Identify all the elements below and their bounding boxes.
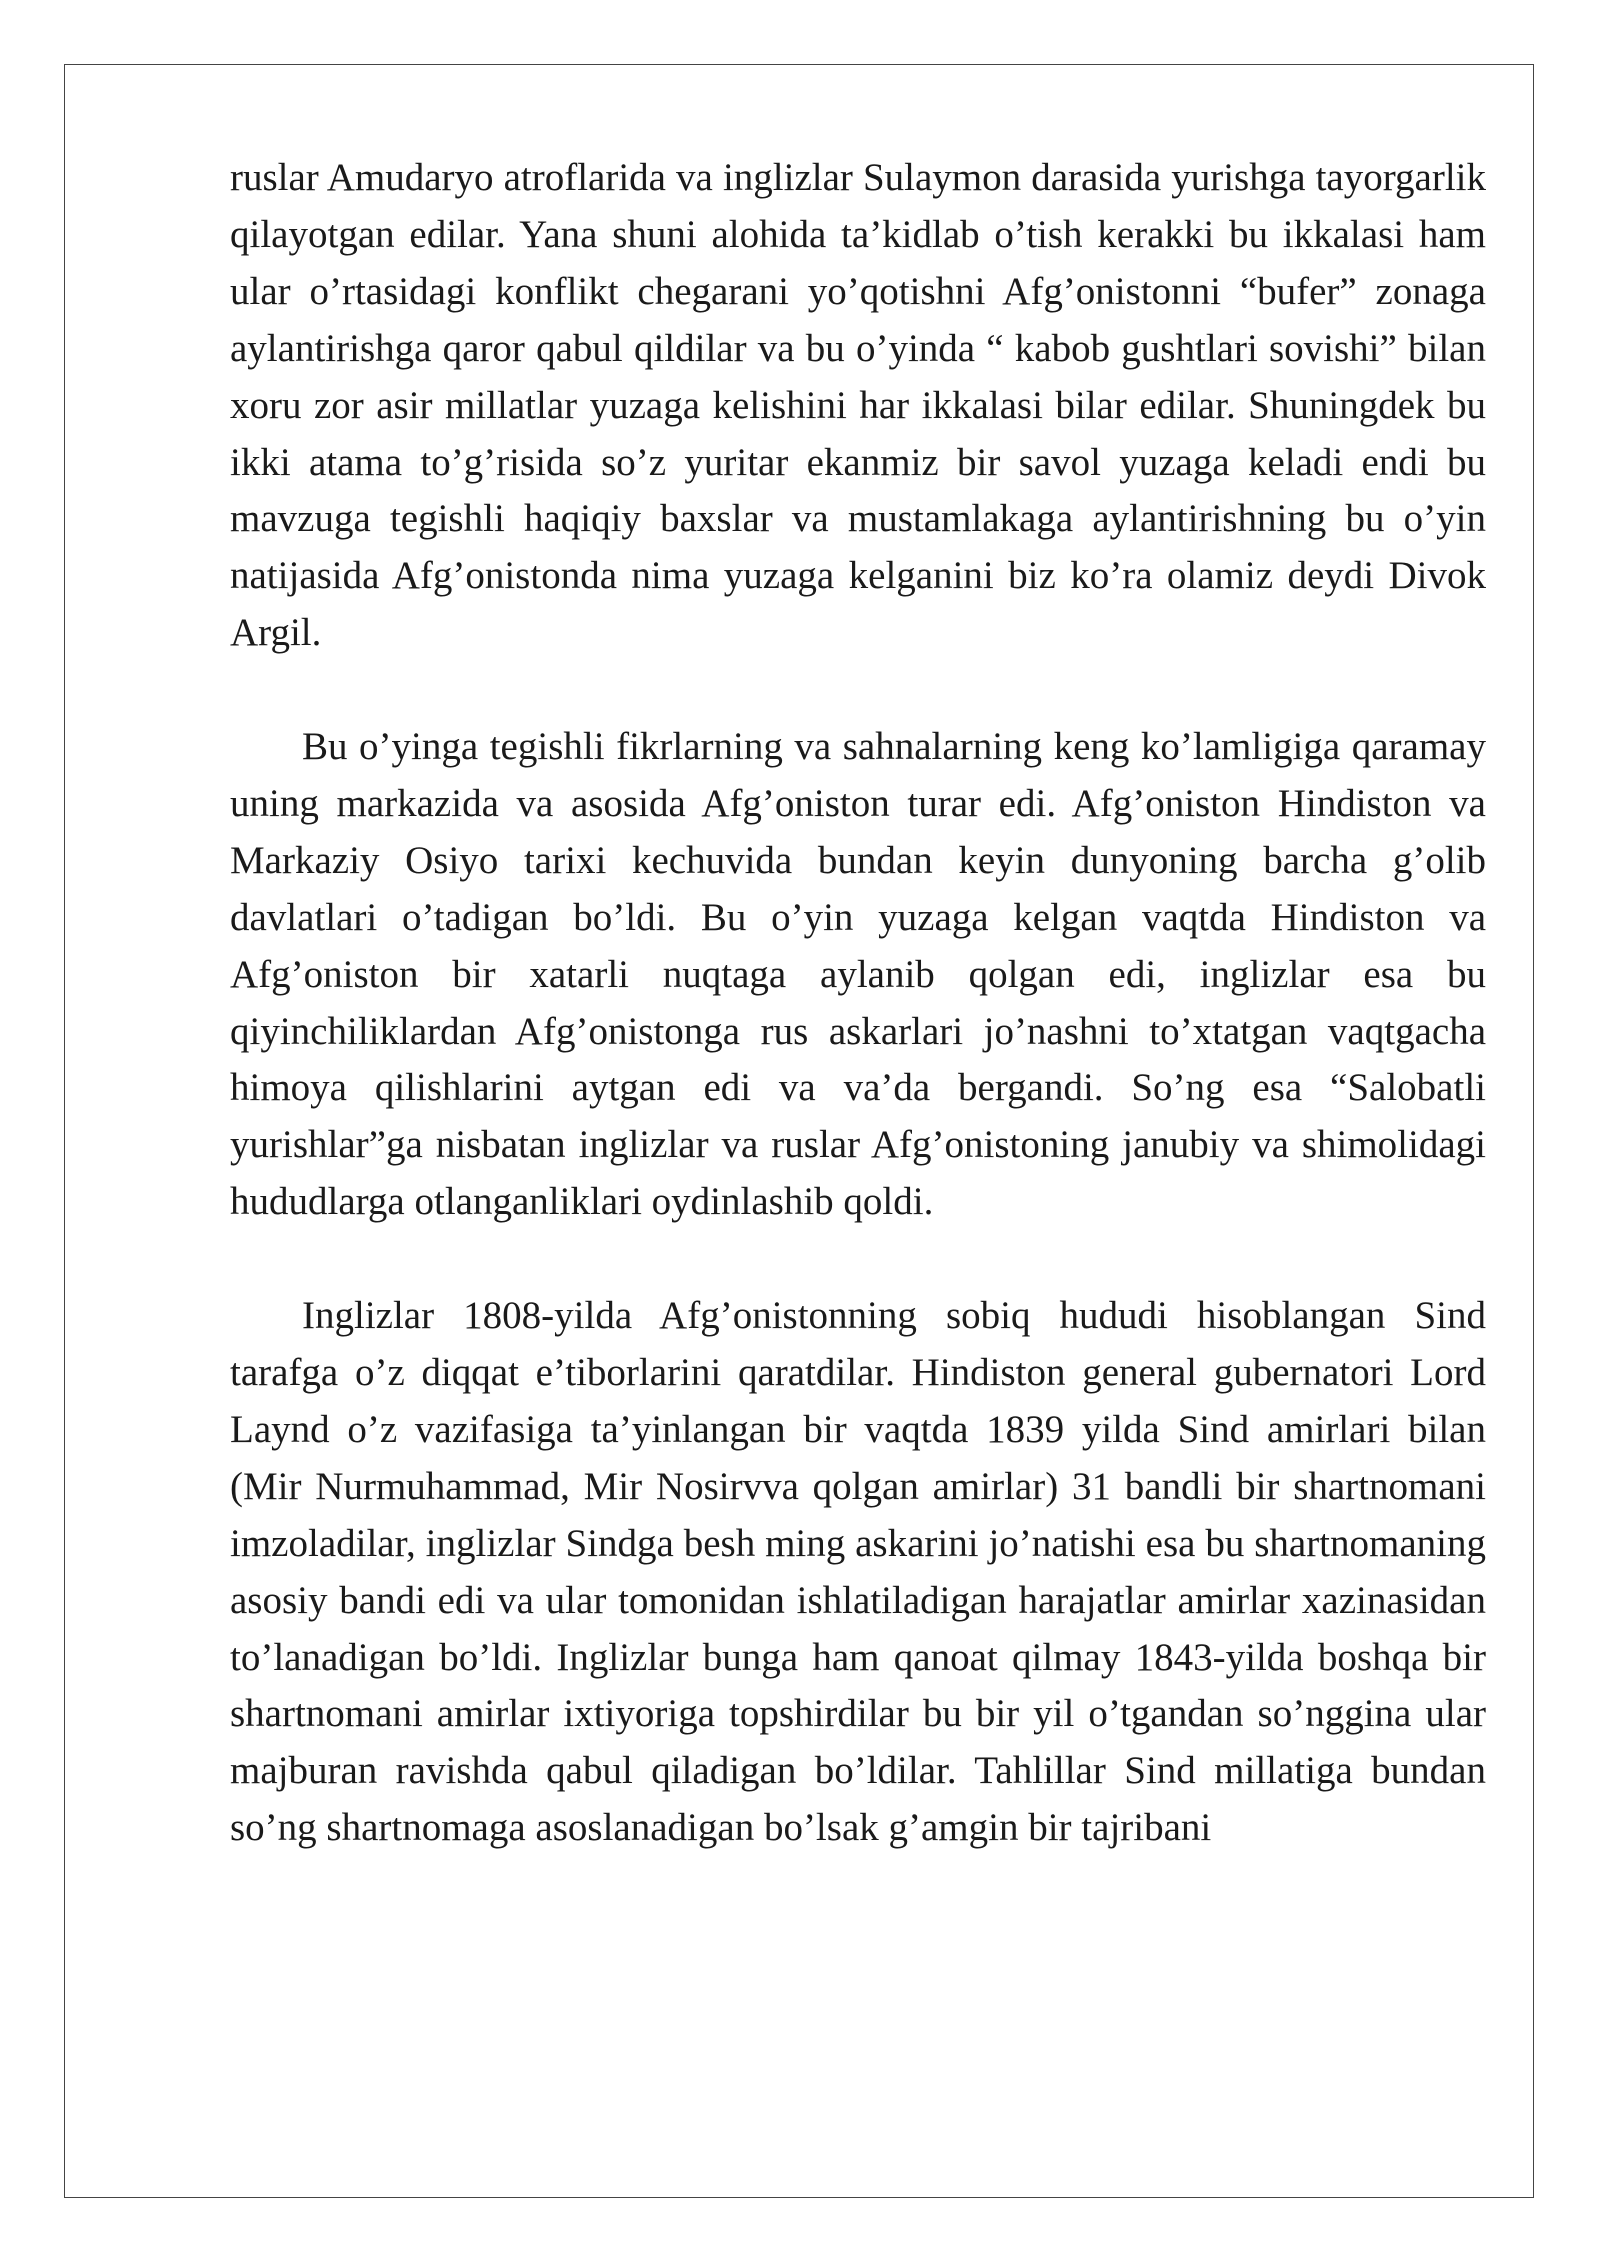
paragraph-1: ruslar Amudaryo atroflarida va inglizlar Sulaymon darasida yurishga tayorgarlik qilayotgan edilar. Yana shuni alohida ta’kidlab o’tish kerakki bu ikkalasi ham ular o’rtasidagi konflikt chegarani yo’qotishni Afg’onistonni “bufer” zonaga aylantirishga qaror qabul qildilar va bu o’yinda “ kabob gushtlari sovishi” bilan xoru zor asir millatlar yuzaga kelishini har ikkalasi bilar edilar. Shuningdek bu ikki atama to’g’risida so’z yuritar ekanmiz bir savol yuzaga keladi endi bu mavzuga tegishli haqiqiy baxslar va mustamlakaga aylantirishning bu o’yin natijasida Afg’onistonda nima yuzaga kelganini biz ko’ra olamiz deydi Divok Argil.: [230, 156, 1486, 655]
paragraph-2: Bu o’yinga tegishli fikrlarning va sahnalarning keng ko’lamligiga qaramay uning markazida va asosida Afg’oniston turar edi. Afg’oniston Hindiston va Markaziy Osiyo tarixi kechuvida bundan keyin dunyoning barcha g’olib davlatlari o’tadigan bo’ldi. Bu o’yin yuzaga kelgan vaqtda Hindiston va Afg’oniston bir xatarli nuqtaga aylanib qolgan edi, inglizlar esa bu qiyinchiliklardan Afg’onistonga rus askarlari jo’nashni to’xtatgan vaqtgacha himoya qilishlarini aytgan edi va va’da bergandi. So’ng esa “Salobatli yurishlar”ga nisbatan inglizlar va ruslar Afg’onistoning janubiy va shimolidagi hududlarga otlanganliklari oydinlashib qoldi.: [230, 725, 1486, 1224]
document-body: [230, 150, 1486, 1857]
paragraph-3: Inglizlar 1808-yilda Afg’onistonning sobiq hududi hisoblangan Sind tarafga o’z diqqat e’tiborlarini qaratdilar. Hindiston general gubernatori Lord Laynd o’z vazifasiga ta’yinlangan bir vaqtda 1839 yilda Sind amirlari bilan (Mir Nurmuhammad, Mir Nosirvva qolgan amirlar) 31 bandli bir shartnomani imzoladilar, inglizlar Sindga besh ming askarini jo’natishi esa bu shartnomaning asosiy bandi edi va ular tomonidan ishlatiladigan harajatlar amirlar xazinasidan to’lanadigan bo’ldi. Inglizlar bunga ham qanoat qilmay 1843-yilda boshqa bir shartnomani amirlar ixtiyoriga topshirdilar bu bir yil o’tgandan so’nggina ular majburan ravishda qabul qiladigan bo’ldilar. Tahlillar Sind millatiga bundan so’ng shartnomaga asoslanadigan bo’lsak g’amgin bir tajribani: [230, 1294, 1486, 1850]
